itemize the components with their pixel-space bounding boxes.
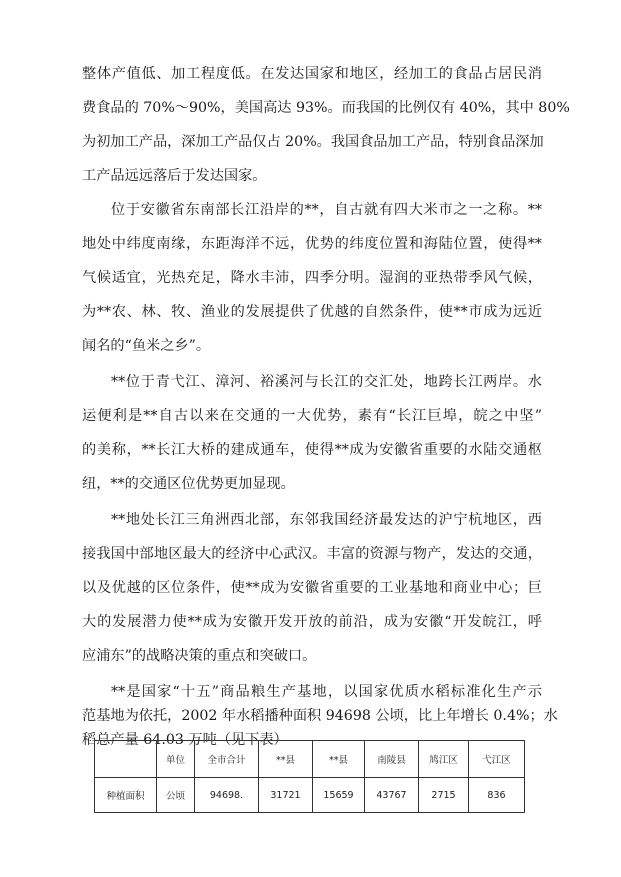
paragraph-4-line: 以及优越的区位条件，使**成为安徽省重要的工业基地和商业中心；巨 xyxy=(82,580,542,596)
paragraph-1-line: 费食品的 70%～90%，美国高达 93%。而我国的比例仅有 40%，其中 80% xyxy=(82,100,570,116)
paragraph-2-line: 位于安徽省东南部长江沿岸的**，自古就有四大米市之一之称。** xyxy=(111,202,542,218)
paragraph-5-line: 范基地为依托，2002 年水稻播种面积 94698 公顷，比上年增长 0.4%；水 xyxy=(82,708,558,724)
paragraph-2-line: 地处中纬度南缘，东距海洋不远，优势的纬度位置和海陆位置，使得** xyxy=(82,236,542,252)
paragraph-3-line: 的美称，**长江大桥的建成通车，使得**成为安徽省重要的水陆交通枢 xyxy=(82,442,542,458)
paragraph-4-line: **地处长江三角洲西北部，东邻我国经济最发达的沪宁杭地区，西 xyxy=(111,512,542,528)
table-cell: 43767 xyxy=(365,778,419,813)
table-cell: 836 xyxy=(469,778,525,813)
table-header-cell: **县 xyxy=(313,741,365,778)
paragraph-2-line: 闻名的“鱼米之乡”。 xyxy=(82,338,211,354)
paragraph-5-line: 稻总产量 64.03 万吨（见下表） xyxy=(82,732,288,748)
paragraph-2-line: 为**农、林、牧、渔业的发展提供了优越的自然条件，使**市成为远近 xyxy=(82,304,542,320)
table-header-cell: 鸠江区 xyxy=(419,741,469,778)
paragraph-5-line: **是国家“十五”商品粮生产基地，以国家优质水稻标准化生产示 xyxy=(111,684,542,700)
table-header-row xyxy=(95,741,525,778)
table-header-cell: 南陵县 xyxy=(365,741,419,778)
paragraph-3-line: **位于青弋江、漳河、裕溪河与长江的交汇处，地跨长江两岸。水 xyxy=(111,374,542,390)
table-header-cell xyxy=(95,741,157,778)
paragraph-1-line: 工产品远远落后于发达国家。 xyxy=(82,168,267,184)
table-header-cell: 单位 xyxy=(157,741,195,778)
table-cell: 2715 xyxy=(419,778,469,813)
paragraph-4-line: 接我国中部地区最大的经济中心武汉。丰富的资源与物产，发达的交通， xyxy=(82,546,542,562)
table-cell: 94698. xyxy=(195,778,259,813)
paragraph-1-line: 整体产值低、加工程度低。在发达国家和地区，经加工的食品占居民消 xyxy=(82,66,542,82)
table-row xyxy=(95,778,525,813)
paragraph-4-line: 应浦东”的战略决策的重点和突破口。 xyxy=(82,648,317,664)
paragraph-3-line: 纽，**的交通区位优势更加显现。 xyxy=(82,476,295,492)
table-header-cell: 弋江区 xyxy=(469,741,525,778)
paragraph-3-line: 运便利是**自古以来在交通的一大优势，素有“长江巨埠，皖之中坚” xyxy=(82,408,542,424)
paragraph-2-line: 气候适宜，光热充足，降水丰沛，四季分明。湿润的亚热带季风气候， xyxy=(82,270,542,286)
table-cell: 31721 xyxy=(259,778,313,813)
paragraph-1-line: 为初加工产品，深加工产品仅占 20%。我国食品加工产品，特别食品深加 xyxy=(82,134,544,150)
table-cell: 种植面积 xyxy=(95,778,157,813)
table-cell: 公顷 xyxy=(157,778,195,813)
table-header-cell: **县 xyxy=(259,741,313,778)
paragraph-4-line: 大的发展潜力使**成为安徽开发开放的前沿，成为安徽“开发皖江，呼 xyxy=(82,614,542,630)
table-cell: 15659 xyxy=(313,778,365,813)
rice-area-table xyxy=(94,740,525,813)
table-header-cell: 全市合计 xyxy=(195,741,259,778)
